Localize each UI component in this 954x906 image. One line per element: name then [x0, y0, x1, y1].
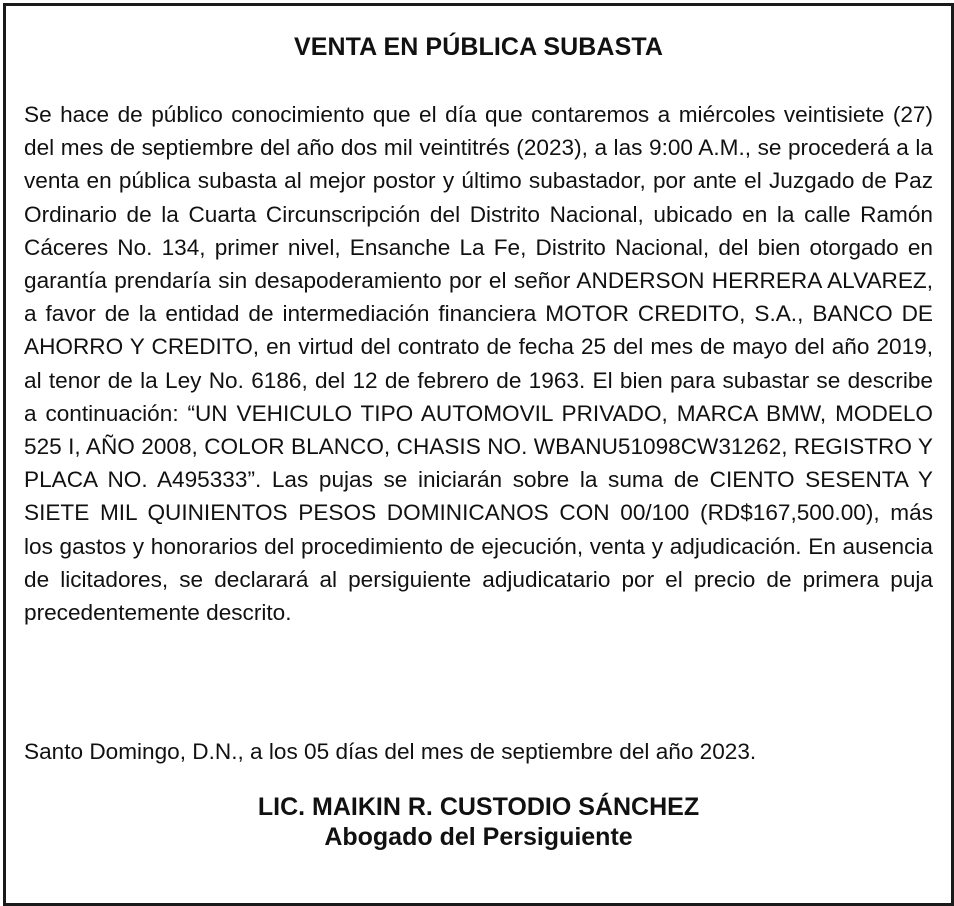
signatory-name: LIC. MAIKIN R. CUSTODIO SÁNCHEZ: [257, 793, 700, 821]
notice-date-line: Santo Domingo, D.N., a los 05 días del mes de septiembre del año 2023.: [24, 739, 757, 764]
notice-frame: [3, 3, 954, 906]
notice-title: VENTA EN PÚBLICA SUBASTA: [293, 33, 664, 61]
notice-body: Se hace de público conocimiento que el día que contaremos a miércoles veintisiete (27) del mes de septiembre del año dos mil veintitrés (2023), a las 9:00 A.M., se procederá a la venta en pública subasta al mejor postor y último subastador, por ante el Juzgado de Paz Ordinario de la Cuarta Circunscripción del Distrito Nacional, ubicado en la calle Ramón Cáceres No. 134, primer nivel, Ensanche La Fe, Distrito Nacional, del bien otorgado en garantía prendaría sin desapoderamiento por el señor ANDERSON HERRERA ALVAREZ, a favor de la entidad de intermediación financiera MOTOR CREDITO, S.A., BANCO DE AHORRO Y CREDITO, en virtud del contrato de fecha 25 del mes de mayo del año 2019, al tenor de la Ley No. 6186, del 12 de febrero de 1963. El bien para subastar se describe a continuación: “UN VEHICULO TIPO AUTOMOVIL PRIVADO, MARCA BMW, MODELO 525 I, AÑO 2008, COLOR BLANCO, CHASIS NO. WBANU51098CW31262, REGISTRO Y PLACA NO. A495333”. Las pujas se iniciarán sobre la suma de CIENTO SESENTA Y SIETE MIL QUINIENTOS PESOS DOMINICANOS CON 00/100 (RD$167,500.00), más los gastos y honorarios del procedimiento de ejecución, venta y adjudicación. En ausencia de licitadores, se declarará al persiguiente adjudicatario por el precio de primera puja precedentemente descrito.: [24, 102, 933, 626]
signatory-role: Abogado del Persiguiente: [324, 823, 633, 851]
